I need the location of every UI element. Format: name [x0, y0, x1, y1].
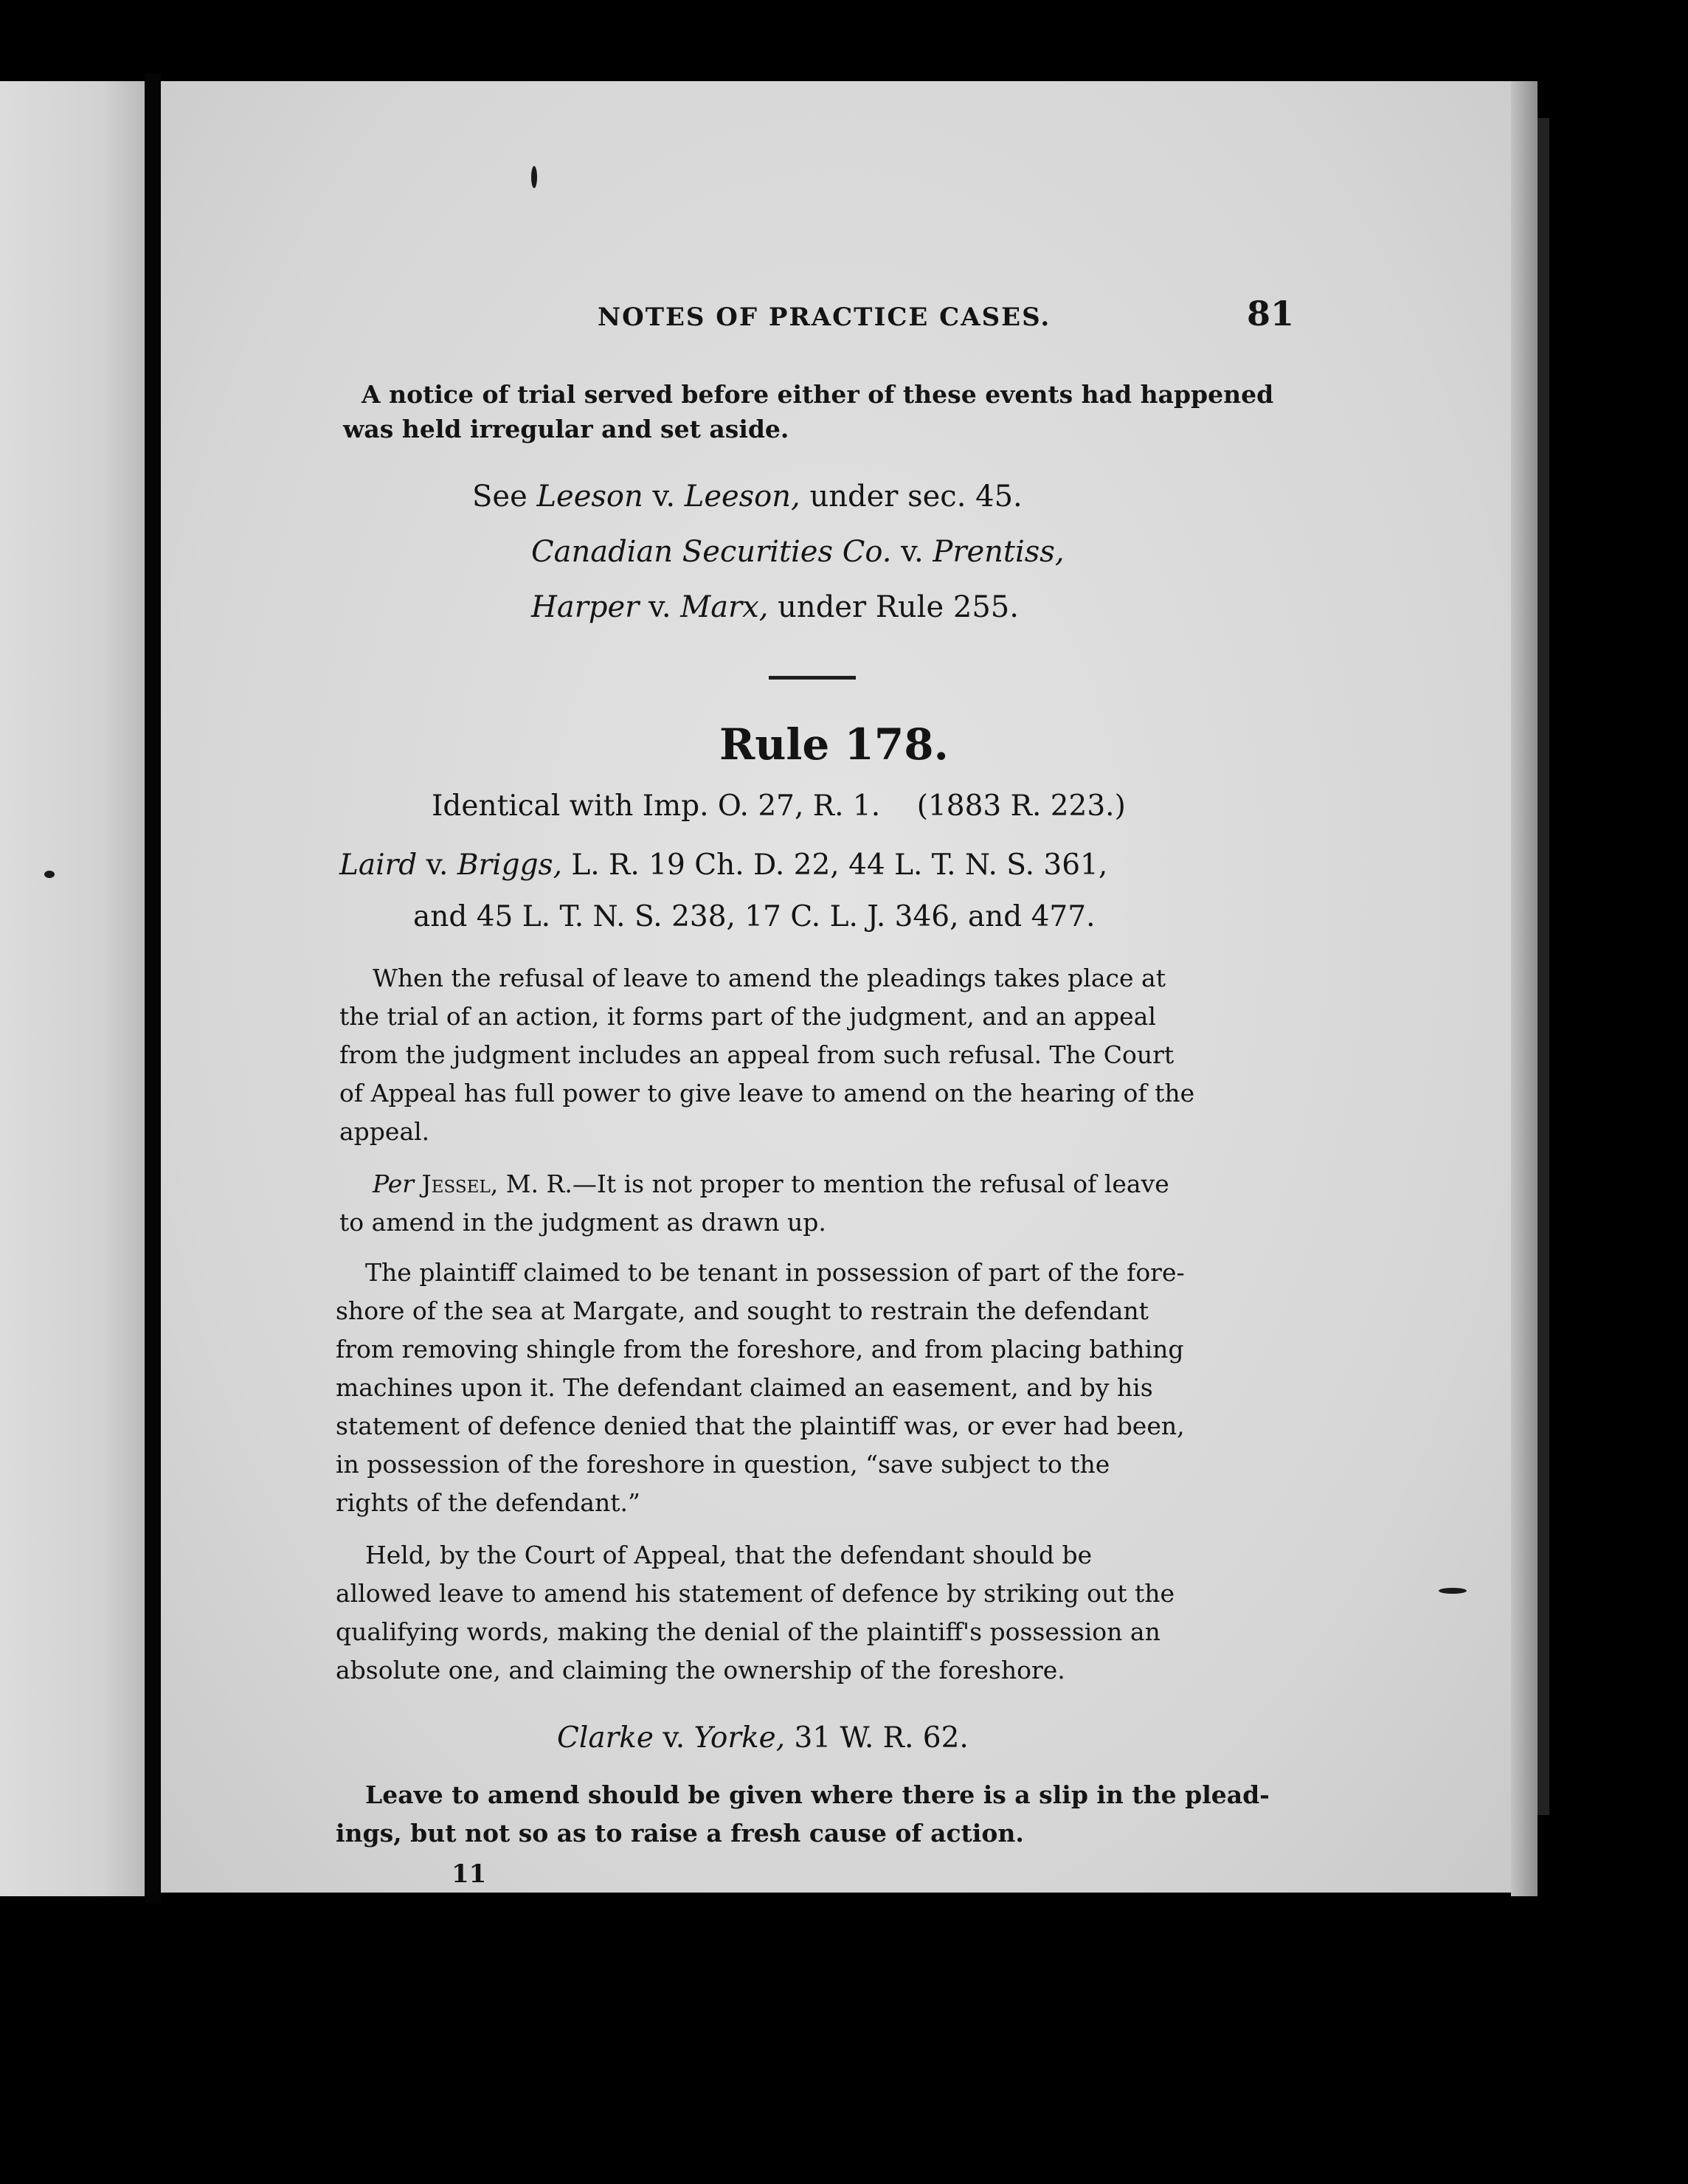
case-party: Laird [339, 849, 418, 882]
case-citation [339, 849, 1107, 882]
para-line: from the judgment includes an appeal from such refusal. The Court [339, 1040, 1175, 1069]
case-v: v. [417, 849, 457, 882]
case-party: Canadian Securities Co. [531, 535, 892, 569]
case-party: Leeson, [684, 480, 800, 514]
para-line: from removing shingle from the foreshore, and from placing bathing [336, 1335, 1184, 1364]
para-line: the trial of an action, it forms part of the judgment, and an appeal [339, 1002, 1156, 1031]
case-v: v. [653, 1721, 694, 1755]
para-line: When the refusal of leave to amend the pleadings takes place at [373, 964, 1166, 992]
case-party: Briggs, [457, 849, 562, 882]
para-line: shore of the sea at Margate, and sought to restrain the defendant [336, 1296, 1149, 1325]
signature-mark: 11 [452, 1859, 487, 1889]
para-line: Leave to amend should be given where there is a slip in the plead- [365, 1780, 1270, 1809]
scan-speck [44, 871, 55, 878]
case-citation [557, 1721, 969, 1755]
see-also-line-2 [531, 535, 1065, 569]
para-line: rights of the defendant.” [336, 1488, 640, 1517]
case-party: Marx, [680, 590, 769, 624]
scan-speck [1439, 1588, 1467, 1594]
para-line: allowed leave to amend his statement of defence by striking out the [336, 1579, 1175, 1608]
case-party: Prentiss, [933, 535, 1065, 569]
intro-line: was held irregular and set aside. [343, 415, 789, 443]
cite-ref: 31 W. R. 62. [785, 1721, 969, 1755]
para-line: appeal. [339, 1117, 430, 1146]
per-label: Per [373, 1169, 415, 1198]
para-line: ings, but not so as to raise a fresh cause of action. [336, 1819, 1024, 1848]
para-line: in possession of the foreshore in question, “save subject to the [336, 1450, 1110, 1479]
case-v: v. [891, 535, 933, 569]
intro-line: A notice of trial served before either of these events had happened [362, 380, 1274, 409]
page-number: 81 [1247, 294, 1295, 334]
para-line: Held, by the Court of Appeal, that the defendant should be [365, 1541, 1093, 1569]
para-line: qualifying words, making the denial of the plaintiff's possession an [336, 1617, 1160, 1646]
binding-edge [1537, 118, 1549, 1815]
case-v: v. [639, 590, 681, 624]
rule-subtitle: Identical with Imp. O. 27, R. 1. (1883 R. 223.) [432, 789, 1126, 823]
para-line [373, 1169, 1169, 1198]
page-edge-shadow [1511, 81, 1537, 1896]
para-line: machines upon it. The defendant claimed an easement, and by his [336, 1373, 1153, 1402]
para-line: The plaintiff claimed to be tenant in possession of part of the fore- [365, 1258, 1185, 1287]
running-head: NOTES OF PRACTICE CASES. [598, 303, 1051, 332]
see-also-line-1 [472, 480, 1023, 514]
case-party: Harper [531, 590, 640, 624]
rule-title: Rule 178. [719, 719, 949, 770]
cite-ref: under Rule 255. [768, 590, 1019, 624]
facing-page-edge [0, 81, 145, 1896]
cite-ref: L. R. 19 Ch. D. 22, 44 L. T. N. S. 361, [561, 849, 1108, 882]
para-line: statement of defence denied that the plaintiff was, or ever had been, [336, 1411, 1185, 1440]
scan-speck [531, 166, 537, 188]
judge-name: Jessel, [421, 1169, 499, 1198]
see-also-line-3 [531, 590, 1019, 624]
section-divider [769, 676, 856, 680]
case-party: Clarke [557, 1721, 654, 1755]
case-party: Yorke, [693, 1721, 786, 1755]
case-v: v. [643, 480, 685, 514]
para-text: M. R.—It is not proper to mention the refusal of leave [498, 1169, 1169, 1198]
case-party: Leeson [536, 480, 643, 514]
cite-ref: under sec. 45. [800, 480, 1023, 514]
see-prefix: See [472, 480, 537, 514]
case-citation-line-2: and 45 L. T. N. S. 238, 17 C. L. J. 346, and 477. [413, 900, 1096, 933]
book-gutter [145, 74, 161, 1904]
para-line: absolute one, and claiming the ownership of the foreshore. [336, 1656, 1065, 1684]
para-line: to amend in the judgment as drawn up. [339, 1208, 826, 1237]
para-line: of Appeal has full power to give leave to amend on the hearing of the [339, 1079, 1195, 1107]
